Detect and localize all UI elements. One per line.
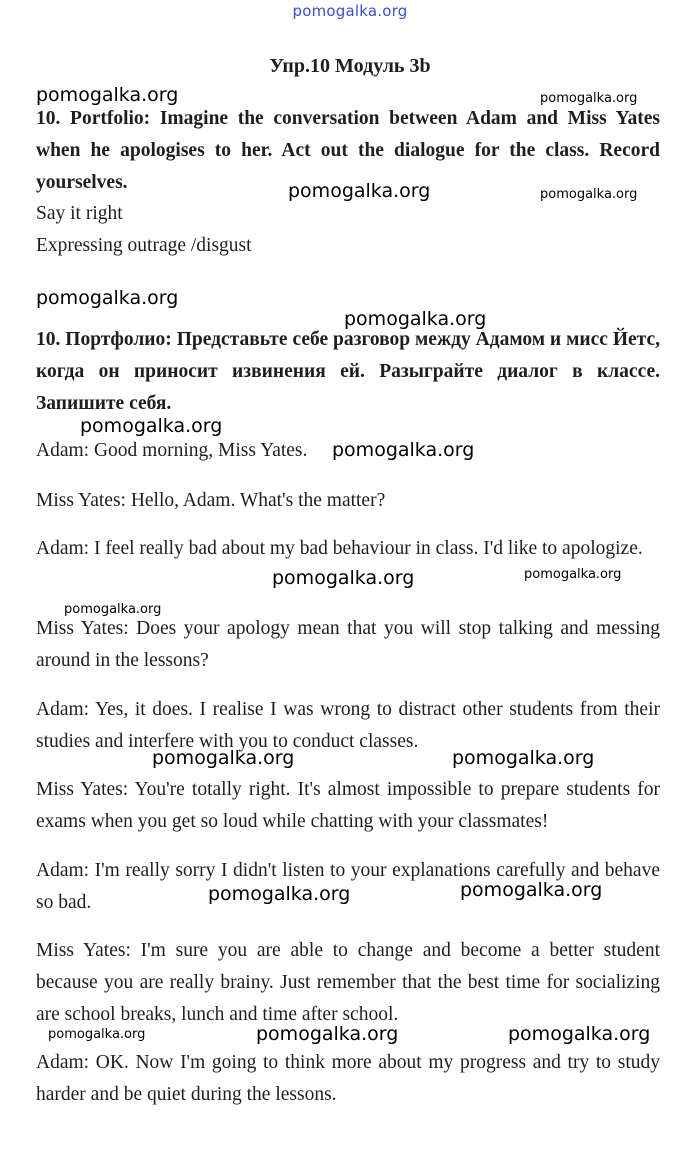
dialogue-line: Miss Yates: Does your apology mean that you will stop talking and messing around in the lessons? [36, 618, 660, 671]
dialogue-line: Adam: Yes, it does. I realise I was wrong to distract other students from their studies and interfere with you to conduct classes. [36, 699, 660, 752]
watermark: pomogalka.org [48, 1027, 146, 1042]
watermark: pomogalka.org [36, 84, 179, 106]
dialogue-line: Adam: OK. Now I'm going to think more about my progress and try to study harder and be quiet during the lessons. [36, 1052, 660, 1105]
watermark: pomogalka.org [208, 883, 351, 905]
dialogue-line: Adam: I feel really bad about my bad behaviour in class. I'd like to apologize. [36, 538, 643, 559]
watermark: pomogalka.org [256, 1023, 399, 1045]
dialogue-line: Miss Yates: Hello, Adam. What's the matter? [36, 490, 386, 511]
watermark: pomogalka.org [540, 187, 638, 202]
watermark: pomogalka.org [508, 1023, 651, 1045]
watermark: pomogalka.org [272, 567, 415, 589]
watermark: pomogalka.org [288, 180, 431, 202]
watermark: pomogalka.org [540, 91, 638, 106]
dialogue-line: Miss Yates: I'm sure you are able to change and become a better student because you are really brainy. Just remember that the best time for socializing are school breaks, lunch and time after school. [36, 940, 660, 1025]
watermark: pomogalka.org [344, 308, 487, 330]
task-heading-ru: 10. Портфолио: Представьте себе разговор между Адамом и мисс Йетс, когда он приносит извинения ей. Разыграйте диалог в классе. Запишите себя. [36, 329, 660, 414]
watermark: pomogalka.org [524, 567, 622, 582]
watermark: pomogalka.org [36, 287, 179, 309]
watermark: pomogalka.org [152, 747, 295, 769]
watermark: pomogalka.org [80, 415, 223, 437]
dialogue-line: Miss Yates: You're totally right. It's almost impossible to prepare students for exams when you get so loud while chatting with your classmates! [36, 779, 660, 832]
task-heading-en: 10. Portfolio: Imagine the conversation between Adam and Miss Yates when he apologises to her. Act out the dialogue for the class. Record yourselves. [36, 108, 660, 193]
dialogue-line: Adam: Good morning, Miss Yates. [36, 440, 308, 461]
watermark: pomogalka.org [332, 439, 475, 461]
watermark: pomogalka.org [460, 879, 603, 901]
say-it-right: Say it right [36, 203, 123, 224]
watermark: pomogalka.org [64, 602, 162, 617]
expressing-outrage: Expressing outrage /disgust [36, 235, 252, 256]
dialogue-line: Adam: I'm really sorry I didn't listen to your explanations carefully and behave so bad. [36, 860, 660, 913]
watermark: pomogalka.org [452, 747, 595, 769]
page-title: Упр.10 Модуль 3b [269, 55, 431, 77]
site-link[interactable]: pomogalka.org [292, 2, 408, 20]
